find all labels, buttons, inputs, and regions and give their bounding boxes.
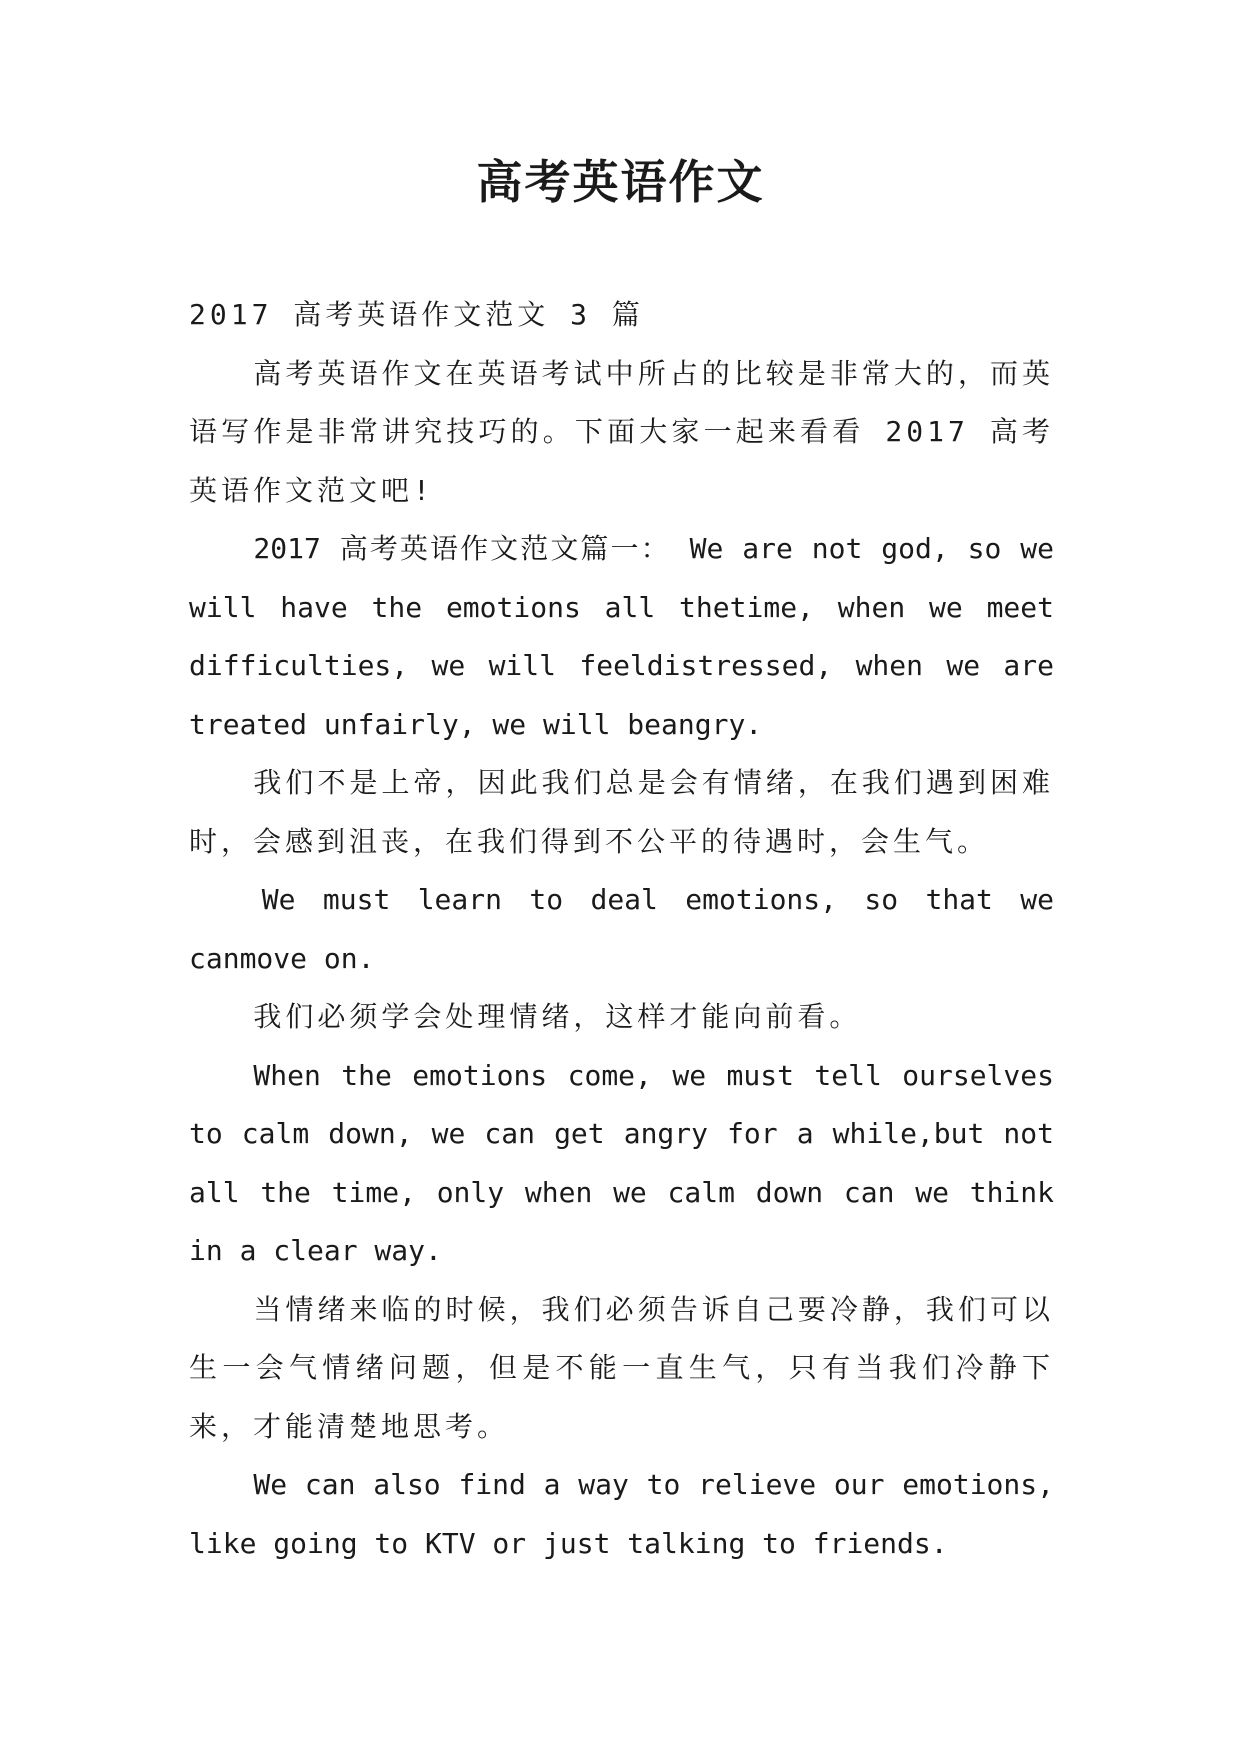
paragraph-intro: 高考英语作文在英语考试中所占的比较是非常大的，而英语写作是非常讲究技巧的。下面大家一起来看看 2017 高考英语作文范文吧! xyxy=(189,356,1054,507)
document-title: 高考英语作文 xyxy=(476,155,765,209)
paragraph-sample-one-english: 2017 高考英语作文范文篇一： We are not god, so we will have the emotions all thetime, when we meet difficulties, we will feeldistressed, when we are treated unfairly, we will beangry. xyxy=(189,532,1054,741)
paragraph-deal-emotions-chinese: 我们必须学会处理情绪，这样才能向前看。 xyxy=(253,1000,862,1033)
paragraph-calm-down-english: When the emotions come, we must tell ourselves to calm down, we can get angry for a while,but not all the time, only when we calm down can we think in a clear way. xyxy=(189,1058,1054,1267)
paragraph-heading: 2017 高考英语作文范文 3 篇 xyxy=(189,298,644,331)
paragraph-calm-down-chinese: 当情绪来临的时候，我们必须告诉自己要冷静，我们可以生一会气情绪问题，但是不能一直生气，只有当我们冷静下来，才能清楚地思考。 xyxy=(189,1292,1054,1443)
paragraph-relieve-emotions-english: We can also find a way to relieve our emotions, like going to KTV or just talking to friends. xyxy=(189,1468,1054,1560)
paragraph-deal-emotions-english: We must learn to deal emotions, so that we canmove on. xyxy=(189,883,1054,975)
paragraph-sample-one-chinese: 我们不是上帝，因此我们总是会有情绪，在我们遇到困难时，会感到沮丧，在我们得到不公平的待遇时，会生气。 xyxy=(189,766,1054,858)
document-body xyxy=(189,286,1054,1573)
